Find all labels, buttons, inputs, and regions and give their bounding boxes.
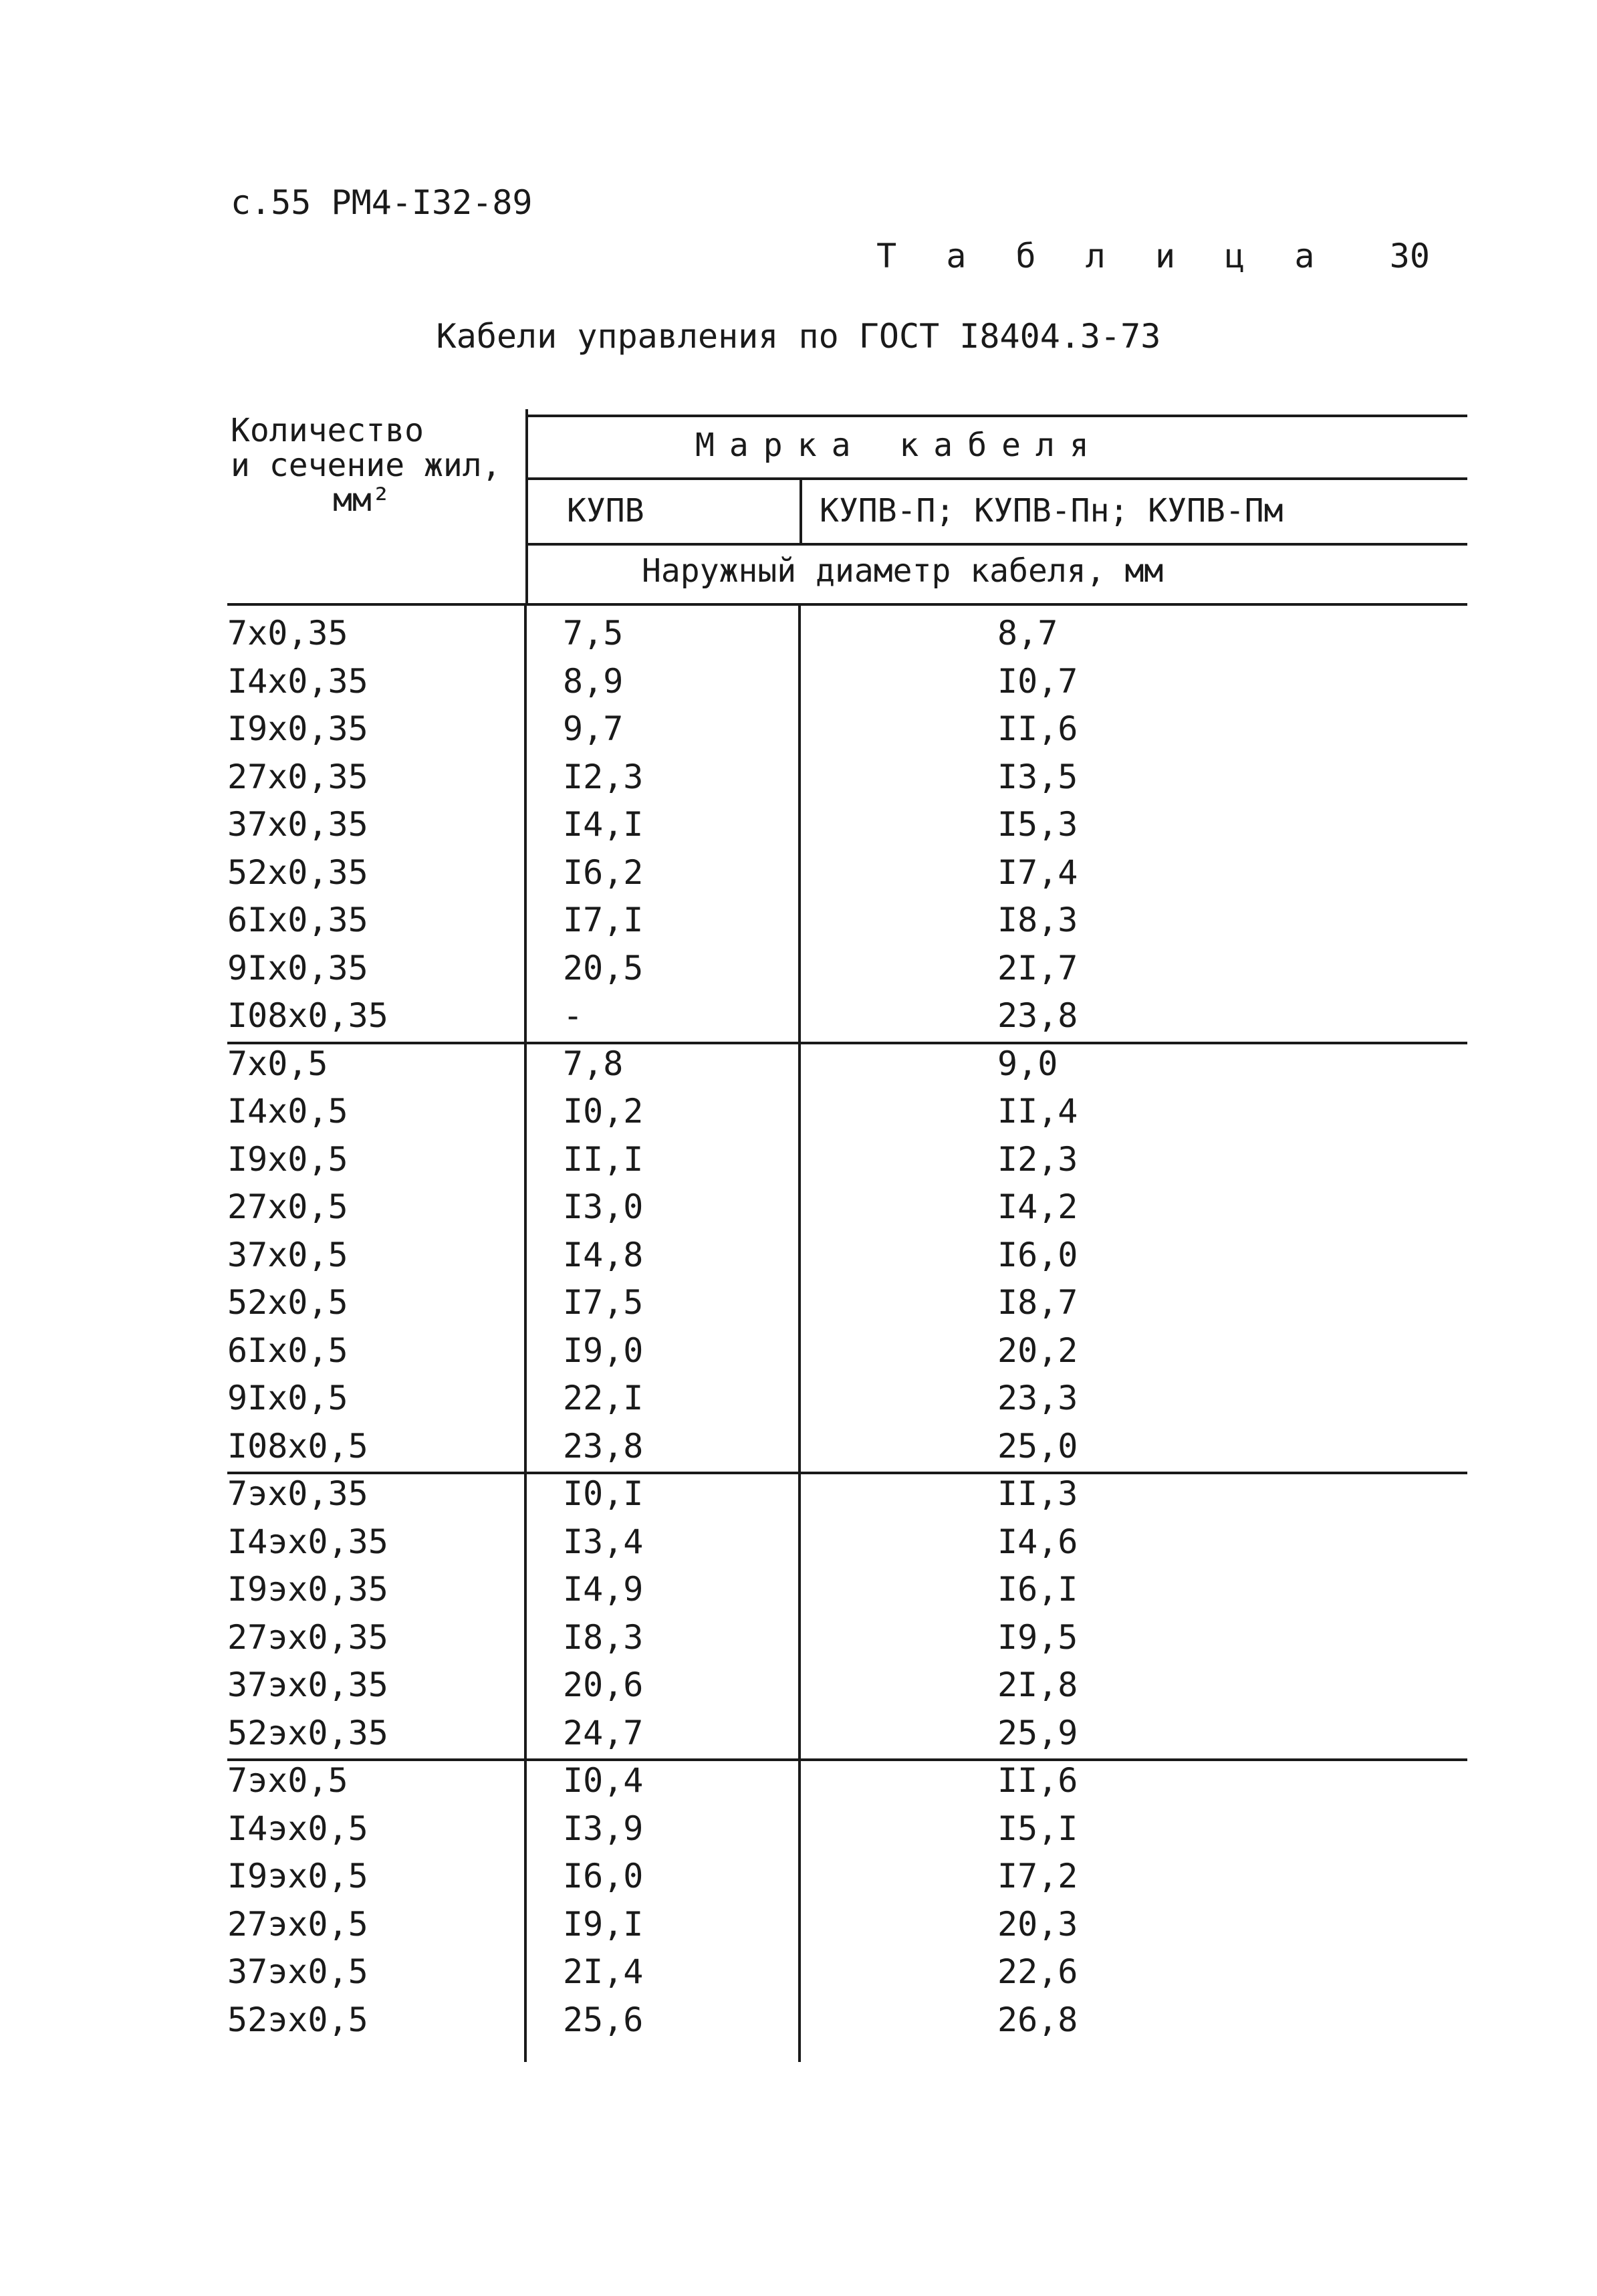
cell-kupv-diameter: I7,5 bbox=[563, 1283, 644, 1322]
cell-kupv-diameter: 24,7 bbox=[563, 1713, 644, 1752]
cell-kupv-variants-diameter: 23,3 bbox=[997, 1379, 1078, 1417]
cell-kupv-diameter: I0,4 bbox=[563, 1761, 644, 1800]
cell-kupv-variants-diameter: I4,6 bbox=[997, 1522, 1078, 1561]
cell-cores-section: I9эх0,5 bbox=[227, 1857, 368, 1896]
cell-cores-section: 9Iх0,35 bbox=[227, 948, 368, 988]
header-col1-line2: и сечение жил, bbox=[231, 447, 501, 484]
cell-kupv-diameter: 8,9 bbox=[563, 661, 624, 701]
cell-cores-section: I4х0,5 bbox=[227, 1092, 348, 1131]
cell-cores-section: 37эх0,5 bbox=[227, 1952, 368, 1991]
cell-cores-section: 27х0,35 bbox=[227, 757, 368, 796]
page-reference: с.55 РМ4-I32-89 bbox=[231, 183, 533, 222]
cell-cores-section: I4х0,35 bbox=[227, 661, 368, 701]
cell-kupv-diameter: I9,I bbox=[563, 1904, 644, 1944]
cell-cores-section: 52х0,35 bbox=[227, 852, 368, 892]
cell-kupv-diameter: I0,I bbox=[563, 1474, 644, 1513]
cell-kupv-diameter: I8,3 bbox=[563, 1617, 644, 1657]
header-col1-line1: Количество bbox=[231, 412, 424, 449]
cell-kupv-variants-diameter: 9,0 bbox=[997, 1044, 1058, 1083]
header-brand-title: Марка кабеля bbox=[695, 427, 1104, 464]
cell-kupv-diameter: 20,6 bbox=[563, 1666, 644, 1704]
cell-kupv-variants-diameter: 20,2 bbox=[997, 1331, 1078, 1370]
cell-kupv-variants-diameter: 2I,7 bbox=[997, 948, 1078, 988]
cell-cores-section: I9х0,35 bbox=[227, 709, 368, 748]
cell-kupv-diameter: 7,5 bbox=[563, 614, 624, 653]
cell-kupv-variants-diameter: 2I,8 bbox=[997, 1666, 1078, 1704]
table-caption: Кабели управления по ГОСТ I8404.3-73 bbox=[436, 317, 1161, 356]
cell-kupv-diameter: 22,I bbox=[563, 1379, 644, 1417]
cell-kupv-variants-diameter: I8,3 bbox=[997, 901, 1078, 939]
header-subcol-kupv: КУПВ bbox=[567, 492, 644, 530]
cell-cores-section: 7х0,35 bbox=[227, 614, 348, 653]
group-separator-rule bbox=[227, 1042, 1467, 1044]
cell-kupv-diameter: 2I,4 bbox=[563, 1952, 644, 1991]
header-subcol-rule bbox=[528, 543, 1467, 546]
cell-kupv-diameter: I4,I bbox=[563, 805, 644, 844]
cell-cores-section: 52эх0,35 bbox=[227, 1713, 388, 1752]
cell-cores-section: 37эх0,35 bbox=[227, 1666, 388, 1704]
cell-kupv-variants-diameter: I3,5 bbox=[997, 757, 1078, 796]
header-outer-diameter: Наружный диаметр кабеля, мм bbox=[642, 552, 1164, 590]
cell-kupv-diameter: I3,4 bbox=[563, 1522, 644, 1561]
cell-kupv-variants-diameter: I8,7 bbox=[997, 1283, 1078, 1322]
body-col2-divider bbox=[798, 604, 801, 2062]
cell-kupv-diameter: I2,3 bbox=[563, 757, 644, 796]
header-subcol-divider bbox=[800, 477, 802, 543]
header-col1-divider bbox=[525, 409, 528, 604]
cell-kupv-diameter: II,I bbox=[563, 1139, 644, 1179]
header-brand-rule bbox=[528, 477, 1467, 480]
cell-kupv-diameter: 25,6 bbox=[563, 2000, 644, 2039]
cell-kupv-variants-diameter: 23,8 bbox=[997, 996, 1078, 1035]
cell-kupv-variants-diameter: I9,5 bbox=[997, 1617, 1078, 1657]
cell-kupv-diameter: 23,8 bbox=[563, 1426, 644, 1466]
cell-kupv-variants-diameter: I4,2 bbox=[997, 1187, 1078, 1226]
cell-kupv-variants-diameter: 25,9 bbox=[997, 1713, 1078, 1752]
cell-kupv-variants-diameter: 22,6 bbox=[997, 1952, 1078, 1991]
cell-cores-section: I08х0,5 bbox=[227, 1426, 368, 1466]
cell-cores-section: 52эх0,5 bbox=[227, 2000, 368, 2039]
cell-kupv-diameter: 9,7 bbox=[563, 709, 624, 748]
cell-kupv-variants-diameter: II,3 bbox=[997, 1474, 1078, 1513]
cell-kupv-variants-diameter: I5,3 bbox=[997, 805, 1078, 844]
cell-kupv-diameter: I4,8 bbox=[563, 1235, 644, 1274]
cell-kupv-diameter: 20,5 bbox=[563, 948, 644, 988]
cell-kupv-variants-diameter: I2,3 bbox=[997, 1139, 1078, 1179]
header-col1-line3: мм² bbox=[333, 481, 391, 519]
cell-kupv-diameter: I4,9 bbox=[563, 1570, 644, 1609]
cell-cores-section: I9х0,5 bbox=[227, 1139, 348, 1179]
cell-kupv-variants-diameter: I7,2 bbox=[997, 1857, 1078, 1896]
cell-cores-section: I4эх0,35 bbox=[227, 1522, 388, 1561]
cell-kupv-diameter: I9,0 bbox=[563, 1331, 644, 1370]
cell-cores-section: 7эх0,5 bbox=[227, 1761, 348, 1800]
cell-kupv-diameter: I6,0 bbox=[563, 1857, 644, 1896]
group-separator-rule bbox=[227, 1758, 1467, 1761]
cell-kupv-variants-diameter: 8,7 bbox=[997, 614, 1058, 653]
cell-kupv-variants-diameter: I5,I bbox=[997, 1809, 1078, 1848]
cell-cores-section: 27эх0,35 bbox=[227, 1617, 388, 1657]
cell-kupv-diameter: I0,2 bbox=[563, 1092, 644, 1131]
cell-cores-section: I08х0,35 bbox=[227, 996, 388, 1035]
cell-kupv-variants-diameter: 25,0 bbox=[997, 1426, 1078, 1466]
table-label: Т а б л и ц а bbox=[876, 237, 1330, 275]
body-col1-divider bbox=[524, 604, 527, 2062]
cell-cores-section: 37х0,35 bbox=[227, 805, 368, 844]
cell-kupv-diameter: - bbox=[563, 996, 584, 1035]
table-number-heading bbox=[876, 239, 1430, 273]
cell-cores-section: 52х0,5 bbox=[227, 1283, 348, 1322]
cell-kupv-variants-diameter: 26,8 bbox=[997, 2000, 1078, 2039]
cell-kupv-diameter: I3,0 bbox=[563, 1187, 644, 1226]
cell-cores-section: 27х0,5 bbox=[227, 1187, 348, 1226]
cell-cores-section: 6Iх0,35 bbox=[227, 901, 368, 939]
cell-kupv-variants-diameter: I7,4 bbox=[997, 852, 1078, 892]
group-separator-rule bbox=[227, 1472, 1467, 1474]
cell-kupv-variants-diameter: I6,I bbox=[997, 1570, 1078, 1609]
cell-cores-section: 37х0,5 bbox=[227, 1235, 348, 1274]
cell-cores-section: 27эх0,5 bbox=[227, 1904, 368, 1944]
cell-kupv-variants-diameter: I0,7 bbox=[997, 661, 1078, 701]
cell-kupv-variants-diameter: I6,0 bbox=[997, 1235, 1078, 1274]
header-subcol-kupv-variants: КУПВ-П; КУПВ-Пн; КУПВ-Пм bbox=[820, 492, 1283, 530]
cell-kupv-variants-diameter: 20,3 bbox=[997, 1904, 1078, 1944]
cell-cores-section: 7эх0,35 bbox=[227, 1474, 368, 1513]
cell-cores-section: 6Iх0,5 bbox=[227, 1331, 348, 1370]
table-number: 30 bbox=[1389, 237, 1430, 275]
cell-cores-section: 9Iх0,5 bbox=[227, 1379, 348, 1417]
header-bottom-rule bbox=[227, 603, 1467, 606]
cell-kupv-diameter: 7,8 bbox=[563, 1044, 624, 1083]
cell-kupv-diameter: I7,I bbox=[563, 901, 644, 939]
cell-kupv-diameter: I6,2 bbox=[563, 852, 644, 892]
cell-kupv-variants-diameter: II,6 bbox=[997, 1761, 1078, 1800]
cell-cores-section: I4эх0,5 bbox=[227, 1809, 368, 1848]
cell-kupv-variants-diameter: II,4 bbox=[997, 1092, 1078, 1131]
cell-kupv-diameter: I3,9 bbox=[563, 1809, 644, 1848]
cell-cores-section: I9эх0,35 bbox=[227, 1570, 388, 1609]
cell-kupv-variants-diameter: II,6 bbox=[997, 709, 1078, 748]
header-top-rule bbox=[528, 415, 1467, 417]
cell-cores-section: 7х0,5 bbox=[227, 1044, 328, 1083]
